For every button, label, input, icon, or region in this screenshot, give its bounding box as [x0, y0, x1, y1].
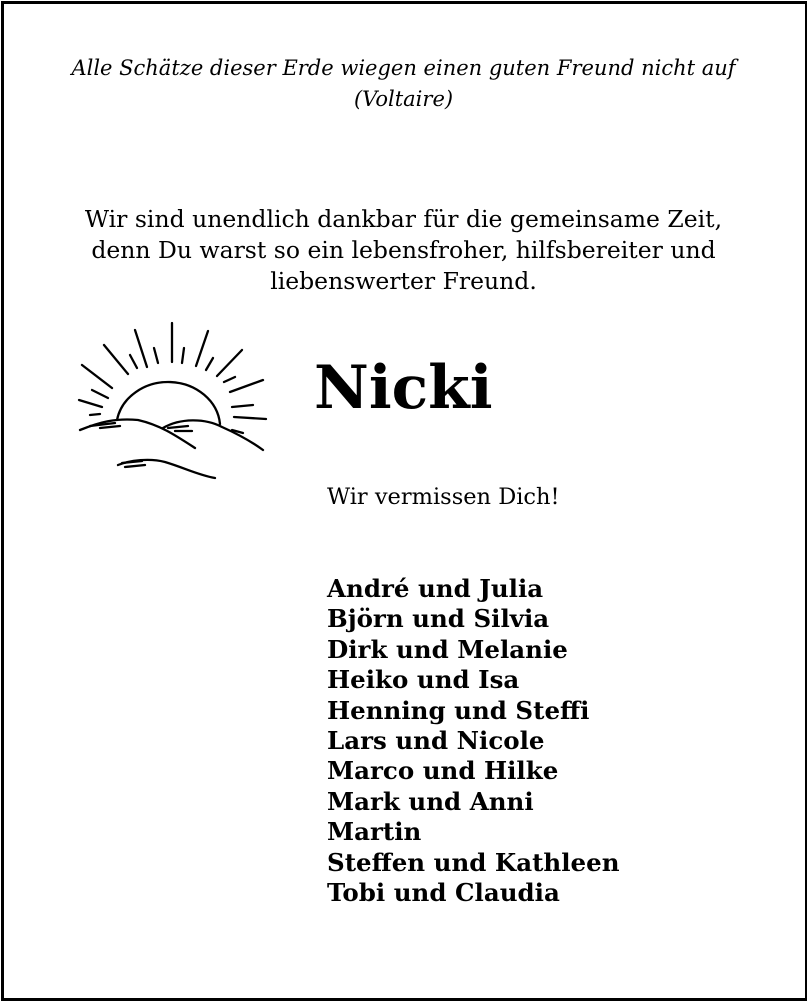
mourner: Mark und Anni — [327, 786, 534, 816]
intro-text — [0, 204, 807, 297]
intro-line: denn Du warst so ein lebensfroher, hilfsbereiter und — [91, 236, 716, 264]
message: Wir vermissen Dich! — [327, 484, 560, 510]
mourner: Henning und Steffi — [327, 695, 590, 725]
mourner: Björn und Silvia — [327, 604, 550, 634]
quote-author: (Voltaire) — [353, 87, 454, 111]
mourner: Martin — [327, 817, 422, 847]
intro-line: Wir sind unendlich dankbar für die gemeinsame Zeit, — [84, 205, 723, 233]
mourner: André und Julia — [327, 574, 544, 603]
quote-text: Alle Schätze dieser Erde wiegen einen guten Freund nicht auf — [71, 56, 736, 80]
mourner: Tobi und Claudia — [327, 878, 560, 908]
mourner: Dirk und Melanie — [327, 634, 568, 664]
intro-line: liebenswerter Freund. — [270, 267, 537, 295]
mourner: Lars und Nicole — [327, 726, 545, 756]
sunset-icon — [70, 310, 280, 490]
mourner: Marco und Hilke — [327, 756, 559, 786]
mourner: Steffen und Kathleen — [327, 847, 620, 877]
mourners-list — [327, 574, 620, 908]
deceased-name: Nicki — [314, 353, 493, 423]
mourner: Heiko und Isa — [327, 665, 520, 695]
quote — [0, 53, 807, 115]
